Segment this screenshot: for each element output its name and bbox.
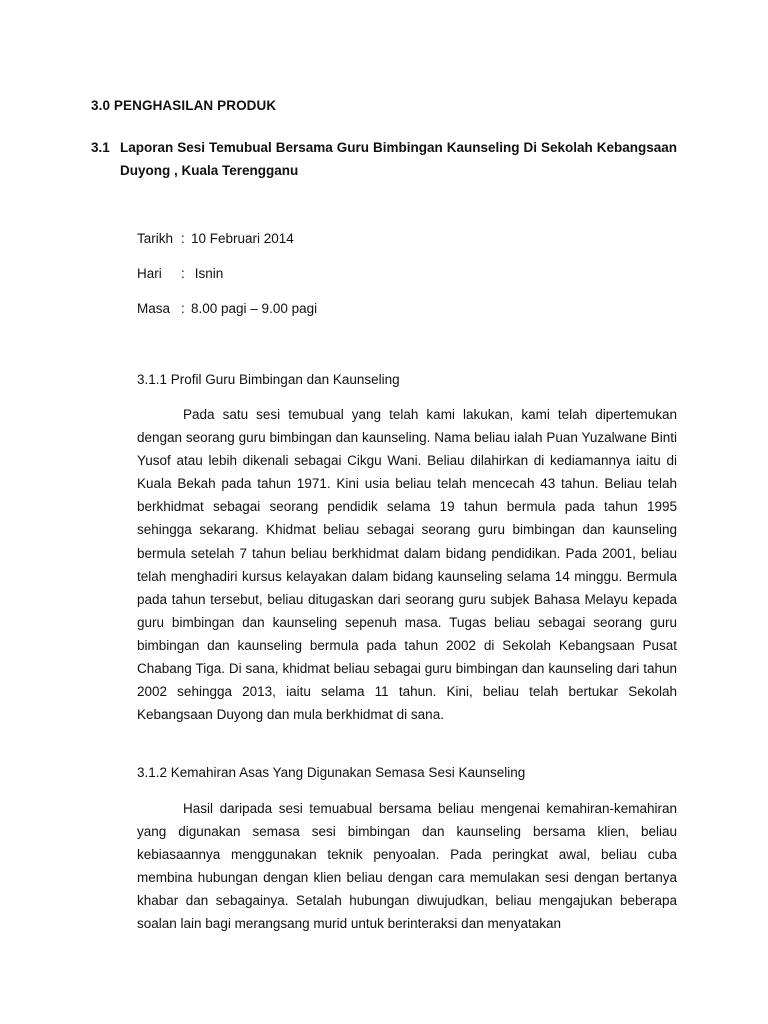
subsection-number: 3.1: [91, 140, 110, 155]
section-3-1-2-paragraph: [137, 797, 677, 936]
meta-separator: :: [181, 301, 185, 316]
subsection-heading: [91, 136, 677, 182]
meta-label: Hari: [137, 266, 162, 281]
meta-separator: :: [181, 231, 185, 246]
meta-label: Tarikh: [137, 231, 174, 246]
section-3-1-2-text: Hasil daripada sesi temuabual bersama beliau mengenai kemahiran-kemahiran yang digunakan semasa sesi bimbingan dan kaunseling bersama klien, beliau kebiasaannya menggunakan teknik penyoalan. Pada peringkat awal, beliau cuba membina hubungan dengan klien beliau dengan cara memulakan sesi dengan bertanya khabar dan sebagainya. Setalah hubungan diwujudkan, beliau mengajukan beberapa soalan lain bagi merangsang murid untuk berinteraksi dan menyatakan: [137, 801, 677, 932]
section-3-1-1-paragraph: [137, 403, 677, 726]
meta-value: Isnin: [191, 266, 224, 281]
meta-row-date: [137, 231, 294, 246]
section-3-1-2-title: 3.1.2 Kemahiran Asas Yang Digunakan Semasa Sesi Kaunseling: [137, 765, 526, 780]
meta-label: Masa: [137, 301, 171, 316]
section-3-1-1-text: Pada satu sesi temubual yang telah kami lakukan, kami telah dipertemukan dengan seorang guru bimbingan dan kaunseling. Nama beliau ialah Puan Yuzalwane Binti Yusof atau lebih dikenali sebagai Cikgu Wani. Beliau dilahirkan di kediamannya iaitu di Kuala Bekah pada tahun 1971. Kini usia beliau telah mencecah 43 tahun. Beliau telah berkhidmat sebagai seorang pendidik selama 19 tahun bermula pada tahun 1995 sehingga sekarang. Khidmat beliau sebagai seorang guru bimbingan dan kaunseling bermula setelah 7 tahun beliau berkhidmat dalam bidang pendidikan. Pada 2001, beliau telah menghadiri kursus kelayakan dalam bidang kaunseling selama 14 minggu. Bermula pada tahun tersebut, beliau ditugaskan dari seorang guru subjek Bahasa Melayu kepada guru bimbingan dan kaunseling sepenuh masa. Tugas beliau sebagai seorang guru bimbingan dan kaunseling bermula pada tahun 2002 di Sekolah Kebangsaan Pusat Chabang Tiga. Di sana, khidmat beliau sebagai guru bimbingan dan kaunseling dari tahun 2002 sehingga 2013, iaitu selama 11 tahun. Kini, beliau telah bertukar Sekolah Kebangsaan Duyong dan mula berkhidmat di sana.: [137, 407, 677, 723]
section-heading: 3.0 PENGHASILAN PRODUK: [91, 98, 277, 113]
meta-separator: :: [181, 266, 185, 281]
meta-value: 10 Februari 2014: [191, 231, 294, 246]
meta-row-time: [137, 301, 317, 316]
meta-row-day: [137, 266, 223, 281]
section-3-1-1-title: 3.1.1 Profil Guru Bimbingan dan Kaunseling: [137, 372, 400, 387]
meta-value: 8.00 pagi – 9.00 pagi: [191, 301, 318, 316]
subsection-title: Laporan Sesi Temubual Bersama Guru Bimbingan Kaunseling Di Sekolah Kebangsaan Duyong , Kuala Terengganu: [120, 140, 677, 178]
